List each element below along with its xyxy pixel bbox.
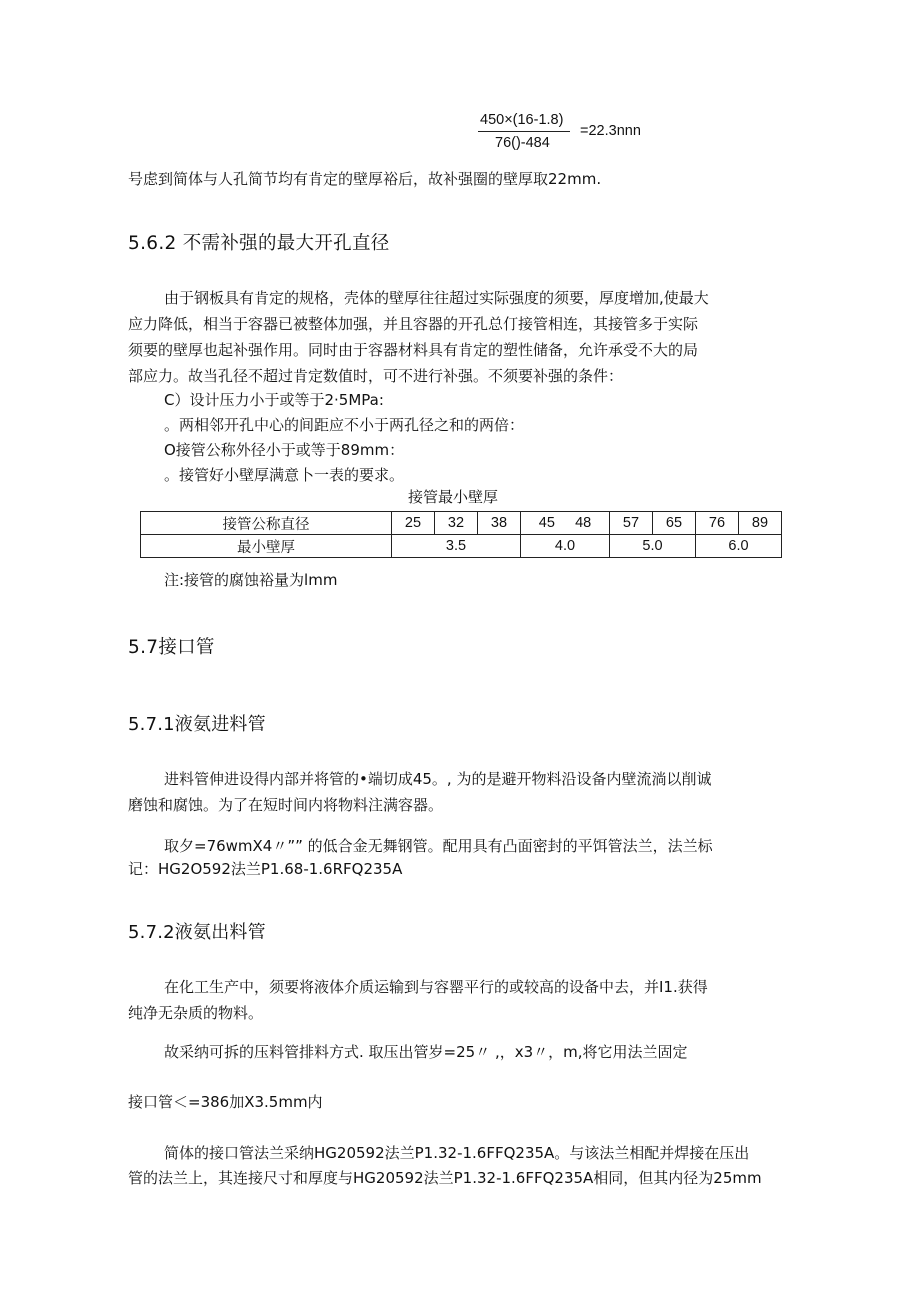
section-heading-5-7: 5.7接口管 xyxy=(128,637,215,658)
paragraph-line: 进料管伸进设得内部并将管的•端切成45。, 为的是避开物料沿设备内壁流淌以削诚 xyxy=(164,770,712,788)
condition-item: C）设计压力小于或等于2·5MPa: xyxy=(164,391,384,409)
formula-numerator: 450×(16-1.8) xyxy=(480,112,564,128)
table-cell xyxy=(521,512,610,535)
section-heading-5-7-2: 5.7.2液氨出料管 xyxy=(128,922,266,943)
paragraph-line: 应力降低，相当于容器已被整体加强，并且容器的开孔总仃接管相连，其接管多于实际 xyxy=(128,315,699,333)
paragraph-line: 须要的壁厚也起补强作用。同时由于容器材料具有肯定的塑性储备，允许承受不大的局 xyxy=(128,341,699,359)
paragraph-line: 由于钢板具有肯定的规格，壳体的壁厚往往超过实际强度的须要，厚度增加,使最大 xyxy=(164,289,709,307)
table-cell: 57 xyxy=(610,512,653,535)
min-wall-thickness-table xyxy=(140,511,782,558)
condition-item: O接管公称外径小于或等于89mm： xyxy=(164,441,405,459)
table-row-label: 接管公称直径 xyxy=(141,512,392,535)
table-caption: 接管最小壁厚 xyxy=(408,488,499,506)
table-cell: 3.5 xyxy=(392,535,521,558)
table-cell: 76 xyxy=(696,512,739,535)
table-row xyxy=(141,512,782,535)
condition-item: 。两相邻开孔中心的间距应不小于两孔径之和的两倍： xyxy=(164,416,525,434)
section-heading-5-7-1: 5.7.1液氨进料管 xyxy=(128,714,266,735)
formula-denominator: 76()-484 xyxy=(495,135,550,151)
table-cell: 38 xyxy=(478,512,521,535)
table-note: 注:接管的腐蚀裕量为lmm xyxy=(164,571,338,589)
table-cell: 25 xyxy=(392,512,435,535)
table-cell: 6.0 xyxy=(696,535,782,558)
fraction-bar xyxy=(478,131,570,132)
condition-item: 。接管好小壁厚满意卜一表的要求。 xyxy=(164,466,405,484)
formula-result: =22.3nnn xyxy=(580,123,641,139)
paragraph-line: 取夕=76wmX4〃”” 的低合金无舞钢管。配用具有凸面密封的平饵管法兰，法兰标 xyxy=(164,837,713,855)
diameter-value: 45 xyxy=(538,515,555,531)
table-row xyxy=(141,535,782,558)
table-row-label: 最小壁厚 xyxy=(141,535,392,558)
table-cell: 65 xyxy=(653,512,696,535)
table-cell: 89 xyxy=(739,512,782,535)
paragraph-line: 管的法兰上，其连接尺寸和厚度与HG20592法兰P1.32-1.6FFQ235A相同，但其内径为25mm xyxy=(128,1169,762,1187)
table-cell: 5.0 xyxy=(610,535,696,558)
section-heading-5-6-2: 5.6.2 不需补强的最大开孔直径 xyxy=(128,233,390,254)
paragraph-line: 简体的接口管法兰采纳HG20592法兰P1.32-1.6FFQ235A。与该法兰相配并焊接在压出 xyxy=(164,1144,750,1162)
paragraph-line: 纯净无杂质的物料。 xyxy=(128,1004,264,1022)
diameter-value: 48 xyxy=(575,515,592,531)
paragraph-line: 记：HG2O592法兰P1.68-1.6RFQ235A xyxy=(128,860,403,878)
paragraph-line: 接口管＜=386加X3.5mm内 xyxy=(128,1093,323,1111)
paragraph-line: 部应力。故当孔径不超过肯定数值时，可不进行补强。不须要补强的条件： xyxy=(128,367,624,385)
table-cell: 4.0 xyxy=(521,535,610,558)
paragraph-line: 磨蚀和腐蚀。为了在短时间内将物料注满容器。 xyxy=(128,796,444,814)
paragraph-line: 在化工生产中，须要将液体介质运输到与容罂平行的或较高的设备中去，并I1.获得 xyxy=(164,978,708,996)
conclusion-line: 号虑到简体与人孔简节均有肯定的壁厚裕后，故补强圈的壁厚取22mm. xyxy=(128,170,602,188)
paragraph-line: 故采纳可拆的压料管排料方式. 取压出管岁=25〃 ,，x3〃，m,将它用法兰固定 xyxy=(164,1043,688,1061)
table-cell: 32 xyxy=(435,512,478,535)
